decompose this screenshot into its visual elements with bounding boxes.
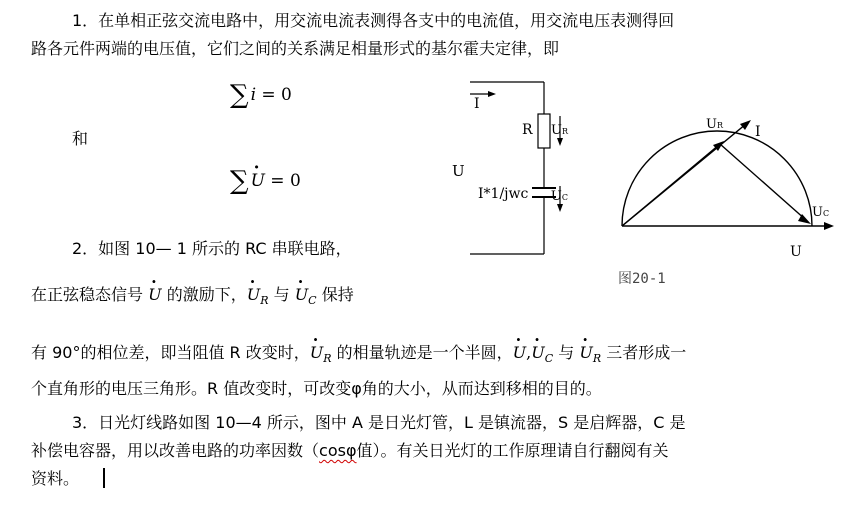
text-span: 的激励下， — [166, 285, 247, 304]
subscript: C — [544, 352, 554, 366]
text-span: 值）。有关日光灯的工作原理请自行翻阅有关 — [356, 441, 669, 460]
text-span: 在正弦稳态信号 — [31, 285, 144, 304]
phasor-ur: · U — [247, 284, 260, 306]
phasor-diagram — [612, 108, 852, 264]
i-phasor-label: I — [755, 124, 761, 140]
sum-symbol: ∑ — [230, 80, 249, 110]
uc-label: UC — [550, 189, 568, 204]
i-arrowhead — [740, 120, 751, 130]
current-label: I — [474, 96, 480, 112]
kcl-formula — [230, 80, 292, 110]
subscript: R — [260, 294, 269, 308]
para2-line3 — [31, 342, 686, 370]
text-span: 资料。 — [31, 469, 80, 488]
uc-phasor — [720, 144, 806, 220]
comma: , — [526, 343, 532, 362]
formula-equals-zero: = 0 — [256, 85, 292, 105]
ur-label: UR — [551, 123, 568, 138]
uc-arrowhead — [557, 204, 563, 212]
subscript: R — [592, 352, 602, 366]
resistor-label: R — [522, 122, 533, 138]
phasor-u: · U — [513, 342, 526, 364]
text-span: 的相量轨迹是一个半圆， — [336, 343, 513, 362]
phasor-uc: · U — [531, 342, 544, 364]
i-phasor — [622, 124, 746, 226]
para2-line4: 个直角形的电压三角形。R 值改变时，可改变φ角的大小，从而达到移相的目的。 — [31, 379, 602, 398]
text-span: 有 90°的相位差，即当阻值 R 改变时， — [31, 343, 310, 362]
phasor-ur: · U — [579, 342, 592, 364]
para2-line2 — [31, 284, 354, 312]
phasor-u: · U — [148, 284, 161, 306]
formula-equals-zero: = 0 — [264, 171, 301, 191]
para3-line2 — [31, 440, 669, 462]
current-arrowhead — [488, 91, 496, 97]
subscript: R — [323, 352, 332, 366]
para1-line1: 1．在单相正弦交流电路中，用交流电流表测得各支中的电流值，用交流电压表测得回 — [72, 11, 675, 30]
uc-phasor-label: UC — [812, 205, 830, 220]
phasor-ur: · U — [310, 342, 323, 364]
formula-var-i: i — [250, 85, 256, 105]
u-arrowhead — [824, 222, 834, 230]
para2-line1: 2．如图 10— 1 所示的 RC 串联电路， — [72, 239, 352, 258]
para1-line2: 路各元件两端的电压值，它们之间的关系满足相量形式的基尔霍夫定律，即 — [31, 39, 560, 58]
ur-phasor-label: UR — [706, 117, 723, 132]
formula-var-u: · U — [251, 171, 265, 191]
sum-symbol: ∑ — [230, 166, 249, 196]
rc-circuit-diagram — [440, 76, 570, 260]
figure-caption: 图20-1 — [618, 271, 666, 287]
text-cursor[interactable] — [103, 468, 105, 488]
kvl-formula — [230, 166, 301, 196]
text-span: 三者形成一 — [606, 343, 687, 362]
cos-phi-term: cosφ — [319, 441, 357, 460]
text-span: 保持 — [321, 285, 354, 304]
ur-arrowhead — [557, 138, 563, 146]
text-span: 与 — [558, 343, 575, 362]
resistor-symbol — [538, 114, 550, 148]
source-label: U — [452, 162, 465, 180]
u-phasor-label: U — [790, 244, 802, 260]
capacitor-label: I*1/jwc — [478, 186, 529, 202]
connector-text: 和 — [72, 129, 89, 148]
para3-line3 — [31, 468, 105, 490]
subscript: C — [308, 294, 317, 308]
para3-line1: 3．日光灯线路如图 10—4 所示，图中 A 是日光灯管，L 是镇流器，S 是启辉器，C 是 — [72, 413, 686, 432]
text-span: 补偿电容器，用以改善电路的功率因数（ — [31, 441, 320, 460]
phasor-uc: · U — [295, 284, 308, 306]
text-span: 与 — [273, 285, 290, 304]
